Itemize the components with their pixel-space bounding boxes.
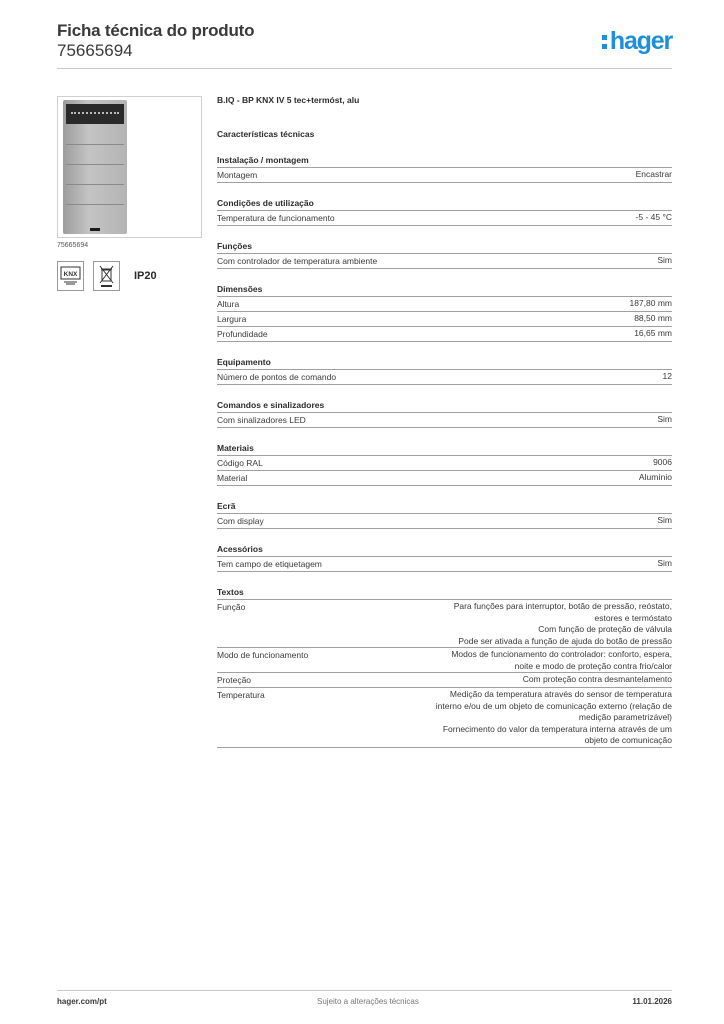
spec-value-line: 187,80 mm — [629, 298, 672, 308]
spec-row — [217, 311, 672, 326]
device-key-divider — [66, 204, 124, 205]
spec-value-line: medição parametrizável) — [578, 712, 672, 722]
spec-group — [217, 442, 672, 486]
spec-group — [217, 586, 672, 748]
spec-row — [217, 513, 672, 529]
spec-value-line: Sim — [657, 414, 672, 424]
spec-group-title: Textos — [217, 587, 244, 597]
specs-heading: Características técnicas — [217, 129, 315, 139]
spec-group — [217, 500, 672, 529]
spec-label: Largura — [217, 314, 247, 324]
spec-value-line: Com proteção contra desmantelamento — [522, 674, 672, 684]
spec-row — [217, 470, 672, 486]
spec-value-line: Encastrar — [635, 169, 672, 179]
spec-value — [657, 413, 672, 427]
spec-row — [217, 296, 672, 311]
spec-label: Temperatura — [217, 690, 265, 700]
footer-disclaimer: Sujeito a alterações técnicas — [317, 997, 419, 1006]
logo-colon-icon — [602, 35, 607, 50]
spec-row — [217, 556, 672, 572]
spec-group-title: Comandos e sinalizadores — [217, 400, 325, 410]
spec-value-line: estores e termóstato — [594, 612, 672, 623]
spec-value — [653, 456, 672, 470]
spec-value-line: Para funções para interruptor, botão de pressão, reóstato, — [453, 601, 672, 611]
spec-value — [629, 297, 672, 311]
spec-value — [436, 688, 672, 747]
spec-value — [636, 211, 672, 225]
ip-rating: IP20 — [134, 270, 157, 282]
spec-value-line: -5 - 45 °C — [635, 212, 672, 222]
spec-groups — [217, 154, 672, 748]
product-code: 75665694 — [57, 41, 133, 60]
image-caption: 75665694 — [57, 242, 89, 249]
spec-label: Montagem — [217, 170, 258, 180]
spec-row — [217, 687, 672, 748]
spec-group-title: Condições de utilização — [217, 198, 314, 208]
spec-group — [217, 197, 672, 226]
spec-group-title: Ecrã — [217, 501, 236, 511]
product-image — [57, 96, 202, 238]
spec-value — [454, 600, 672, 647]
page-header — [57, 20, 672, 70]
spec-value-line: 88,50 mm — [634, 313, 672, 323]
footer-website: hager.com/pt — [57, 997, 107, 1006]
device-key-divider — [66, 164, 124, 165]
knx-icon — [57, 261, 84, 291]
page-title: Ficha técnica do produto — [57, 21, 255, 40]
spec-value-line: 9006 — [653, 457, 672, 467]
footer-date: 11.01.2026 — [632, 997, 672, 1006]
device-led — [90, 228, 100, 231]
device-key-divider — [66, 184, 124, 185]
spec-group — [217, 399, 672, 428]
spec-value-line: objeto de comunicação — [584, 735, 672, 745]
spec-label: Código RAL — [217, 458, 263, 468]
spec-value — [523, 673, 672, 687]
spec-label: Temperatura de funcionamento — [217, 213, 335, 223]
spec-label: Função — [217, 602, 246, 612]
spec-row — [217, 369, 672, 385]
spec-value-line: 16,65 mm — [634, 328, 672, 338]
svg-text:KNX: KNX — [63, 271, 78, 278]
device-key-divider — [66, 144, 124, 145]
spec-group-title: Acessórios — [217, 544, 263, 554]
product-sidebar — [57, 96, 202, 291]
device-display — [66, 104, 124, 124]
spec-value — [634, 312, 672, 326]
spec-value-line: interno e/ou de um objeto de comunicação externo (relação de — [435, 700, 672, 711]
hager-logo — [602, 28, 672, 54]
logo-text: hager — [609, 27, 672, 55]
spec-row — [217, 210, 672, 226]
spec-label: Tem campo de etiquetagem — [217, 559, 322, 569]
spec-row — [217, 599, 672, 647]
spec-row — [217, 253, 672, 269]
spec-value — [663, 370, 672, 384]
spec-group-title: Materiais — [217, 443, 254, 453]
spec-group-title: Dimensões — [217, 284, 263, 294]
spec-group — [217, 543, 672, 572]
spec-value — [636, 168, 672, 182]
spec-value-line: Com função de proteção de válvula — [538, 624, 672, 634]
spec-group-title: Funções — [217, 241, 252, 251]
spec-label: Com sinalizadores LED — [217, 415, 306, 425]
spec-row — [217, 672, 672, 687]
spec-label: Altura — [217, 299, 240, 309]
spec-row — [217, 647, 672, 672]
spec-value — [657, 254, 672, 268]
spec-value — [634, 327, 672, 341]
certification-icons — [57, 261, 202, 291]
spec-label: Profundidade — [217, 329, 268, 339]
spec-label: Com display — [217, 516, 264, 526]
spec-value-line: Sim — [657, 515, 672, 525]
spec-group — [217, 154, 672, 183]
spec-value-line: Medição da temperatura através do sensor de temperatura — [449, 689, 672, 699]
spec-row — [217, 326, 672, 342]
spec-value-line: Sim — [657, 255, 672, 265]
spec-label: Número de pontos de comando — [217, 372, 337, 382]
product-name: B.IQ - BP KNX IV 5 tec+termóst, alu — [217, 95, 360, 105]
spec-group-title: Instalação / montagem — [217, 155, 309, 165]
spec-value-line: Alumínio — [638, 472, 672, 482]
spec-row — [217, 412, 672, 428]
spec-value — [639, 471, 672, 485]
spec-group — [217, 356, 672, 385]
spec-value-line: 12 — [662, 371, 672, 381]
spec-value-line: noite e modo de proteção contra frio/calor — [514, 660, 672, 671]
spec-row — [217, 455, 672, 470]
spec-value — [657, 557, 672, 571]
device-illustration — [63, 100, 127, 234]
spec-value — [657, 514, 672, 528]
spec-value-line: Fornecimento do valor da temperatura interna através de um — [442, 723, 672, 734]
spec-sheet — [217, 94, 672, 748]
spec-row — [217, 167, 672, 183]
spec-label: Modo de funcionamento — [217, 650, 309, 660]
spec-group — [217, 240, 672, 269]
spec-value-line: Sim — [657, 558, 672, 568]
spec-group-title: Equipamento — [217, 357, 271, 367]
spec-label: Material — [217, 473, 248, 483]
weee-bin-icon — [93, 261, 120, 291]
spec-label: Com controlador de temperatura ambiente — [217, 256, 378, 266]
spec-label: Proteção — [217, 675, 252, 685]
spec-group — [217, 283, 672, 342]
footer-divider — [57, 990, 672, 991]
spec-value-line: Modos de funcionamento do controlador: conforto, espera, — [451, 649, 672, 659]
spec-value-line: Pode ser ativada a função de ajuda do botão de pressão — [458, 635, 672, 646]
spec-value — [451, 648, 672, 672]
header-divider — [57, 68, 672, 69]
